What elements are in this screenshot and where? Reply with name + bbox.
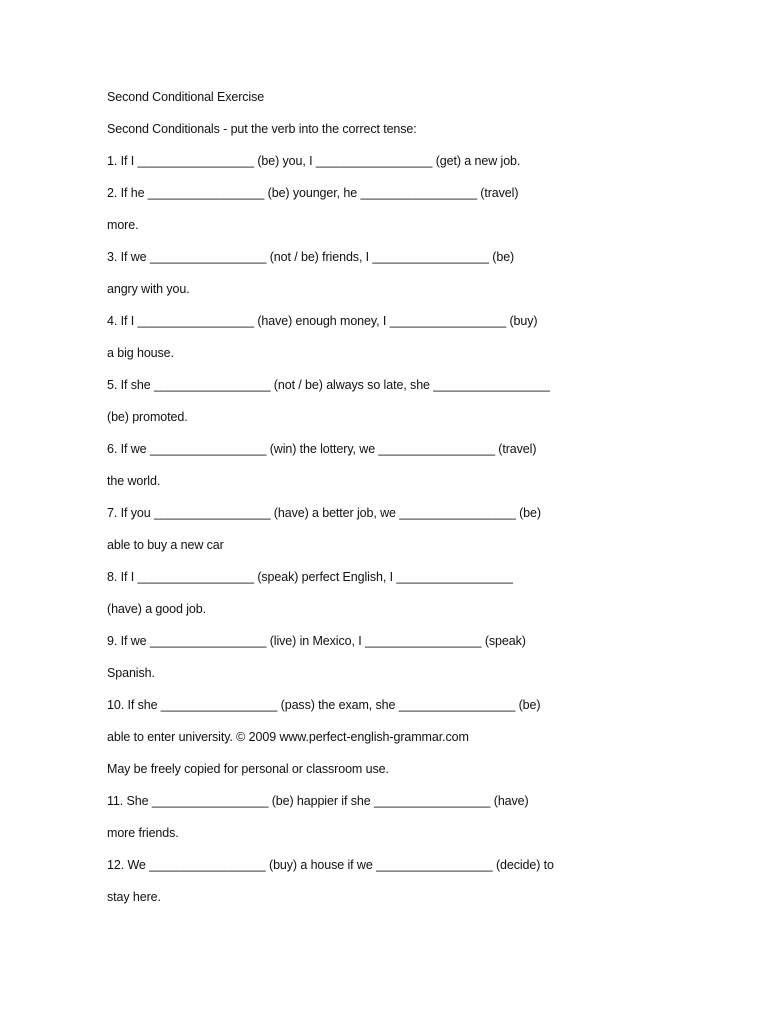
exercise-line: 6. If we _________________ (win) the lottery, we _________________ (travel): [107, 442, 537, 456]
exercise-line: 1. If I _________________ (be) you, I _________________ (get) a new job.: [107, 154, 521, 168]
exercise-line: 4. If I _________________ (have) enough money, I _________________ (buy): [107, 314, 538, 328]
exercise-line: 2. If he _________________ (be) younger, he _________________ (travel): [107, 186, 519, 200]
exercise-line: more friends.: [107, 826, 179, 840]
exercise-line: 11. She _________________ (be) happier if she _________________ (have): [107, 794, 529, 808]
document-title: Second Conditional Exercise: [107, 90, 265, 104]
exercise-instruction: Second Conditionals - put the verb into the correct tense:: [107, 122, 417, 136]
usage-note: May be freely copied for personal or classroom use.: [107, 762, 389, 776]
exercise-line: Spanish.: [107, 666, 155, 680]
copyright-line: able to enter university. © 2009 www.perfect-english-grammar.com: [107, 730, 469, 744]
exercise-line: 12. We _________________ (buy) a house if we _________________ (decide) to: [107, 858, 554, 872]
exercise-line: stay here.: [107, 890, 161, 904]
exercise-line: (be) promoted.: [107, 410, 188, 424]
exercise-line: 5. If she _________________ (not / be) always so late, she _________________: [107, 378, 550, 392]
exercise-line: a big house.: [107, 346, 174, 360]
exercise-line: able to buy a new car: [107, 538, 224, 552]
exercise-line: (have) a good job.: [107, 602, 206, 616]
exercise-line: 10. If she _________________ (pass) the exam, she _________________ (be): [107, 698, 541, 712]
exercise-line: the world.: [107, 474, 161, 488]
exercise-line: 8. If I _________________ (speak) perfect English, I _________________: [107, 570, 513, 584]
exercise-line: angry with you.: [107, 282, 190, 296]
exercise-line: 3. If we _________________ (not / be) friends, I _________________ (be): [107, 250, 515, 264]
exercise-line: 9. If we _________________ (live) in Mexico, I _________________ (speak): [107, 634, 526, 648]
exercise-line: 7. If you _________________ (have) a better job, we _________________ (be): [107, 506, 541, 520]
exercise-line: more.: [107, 218, 139, 232]
